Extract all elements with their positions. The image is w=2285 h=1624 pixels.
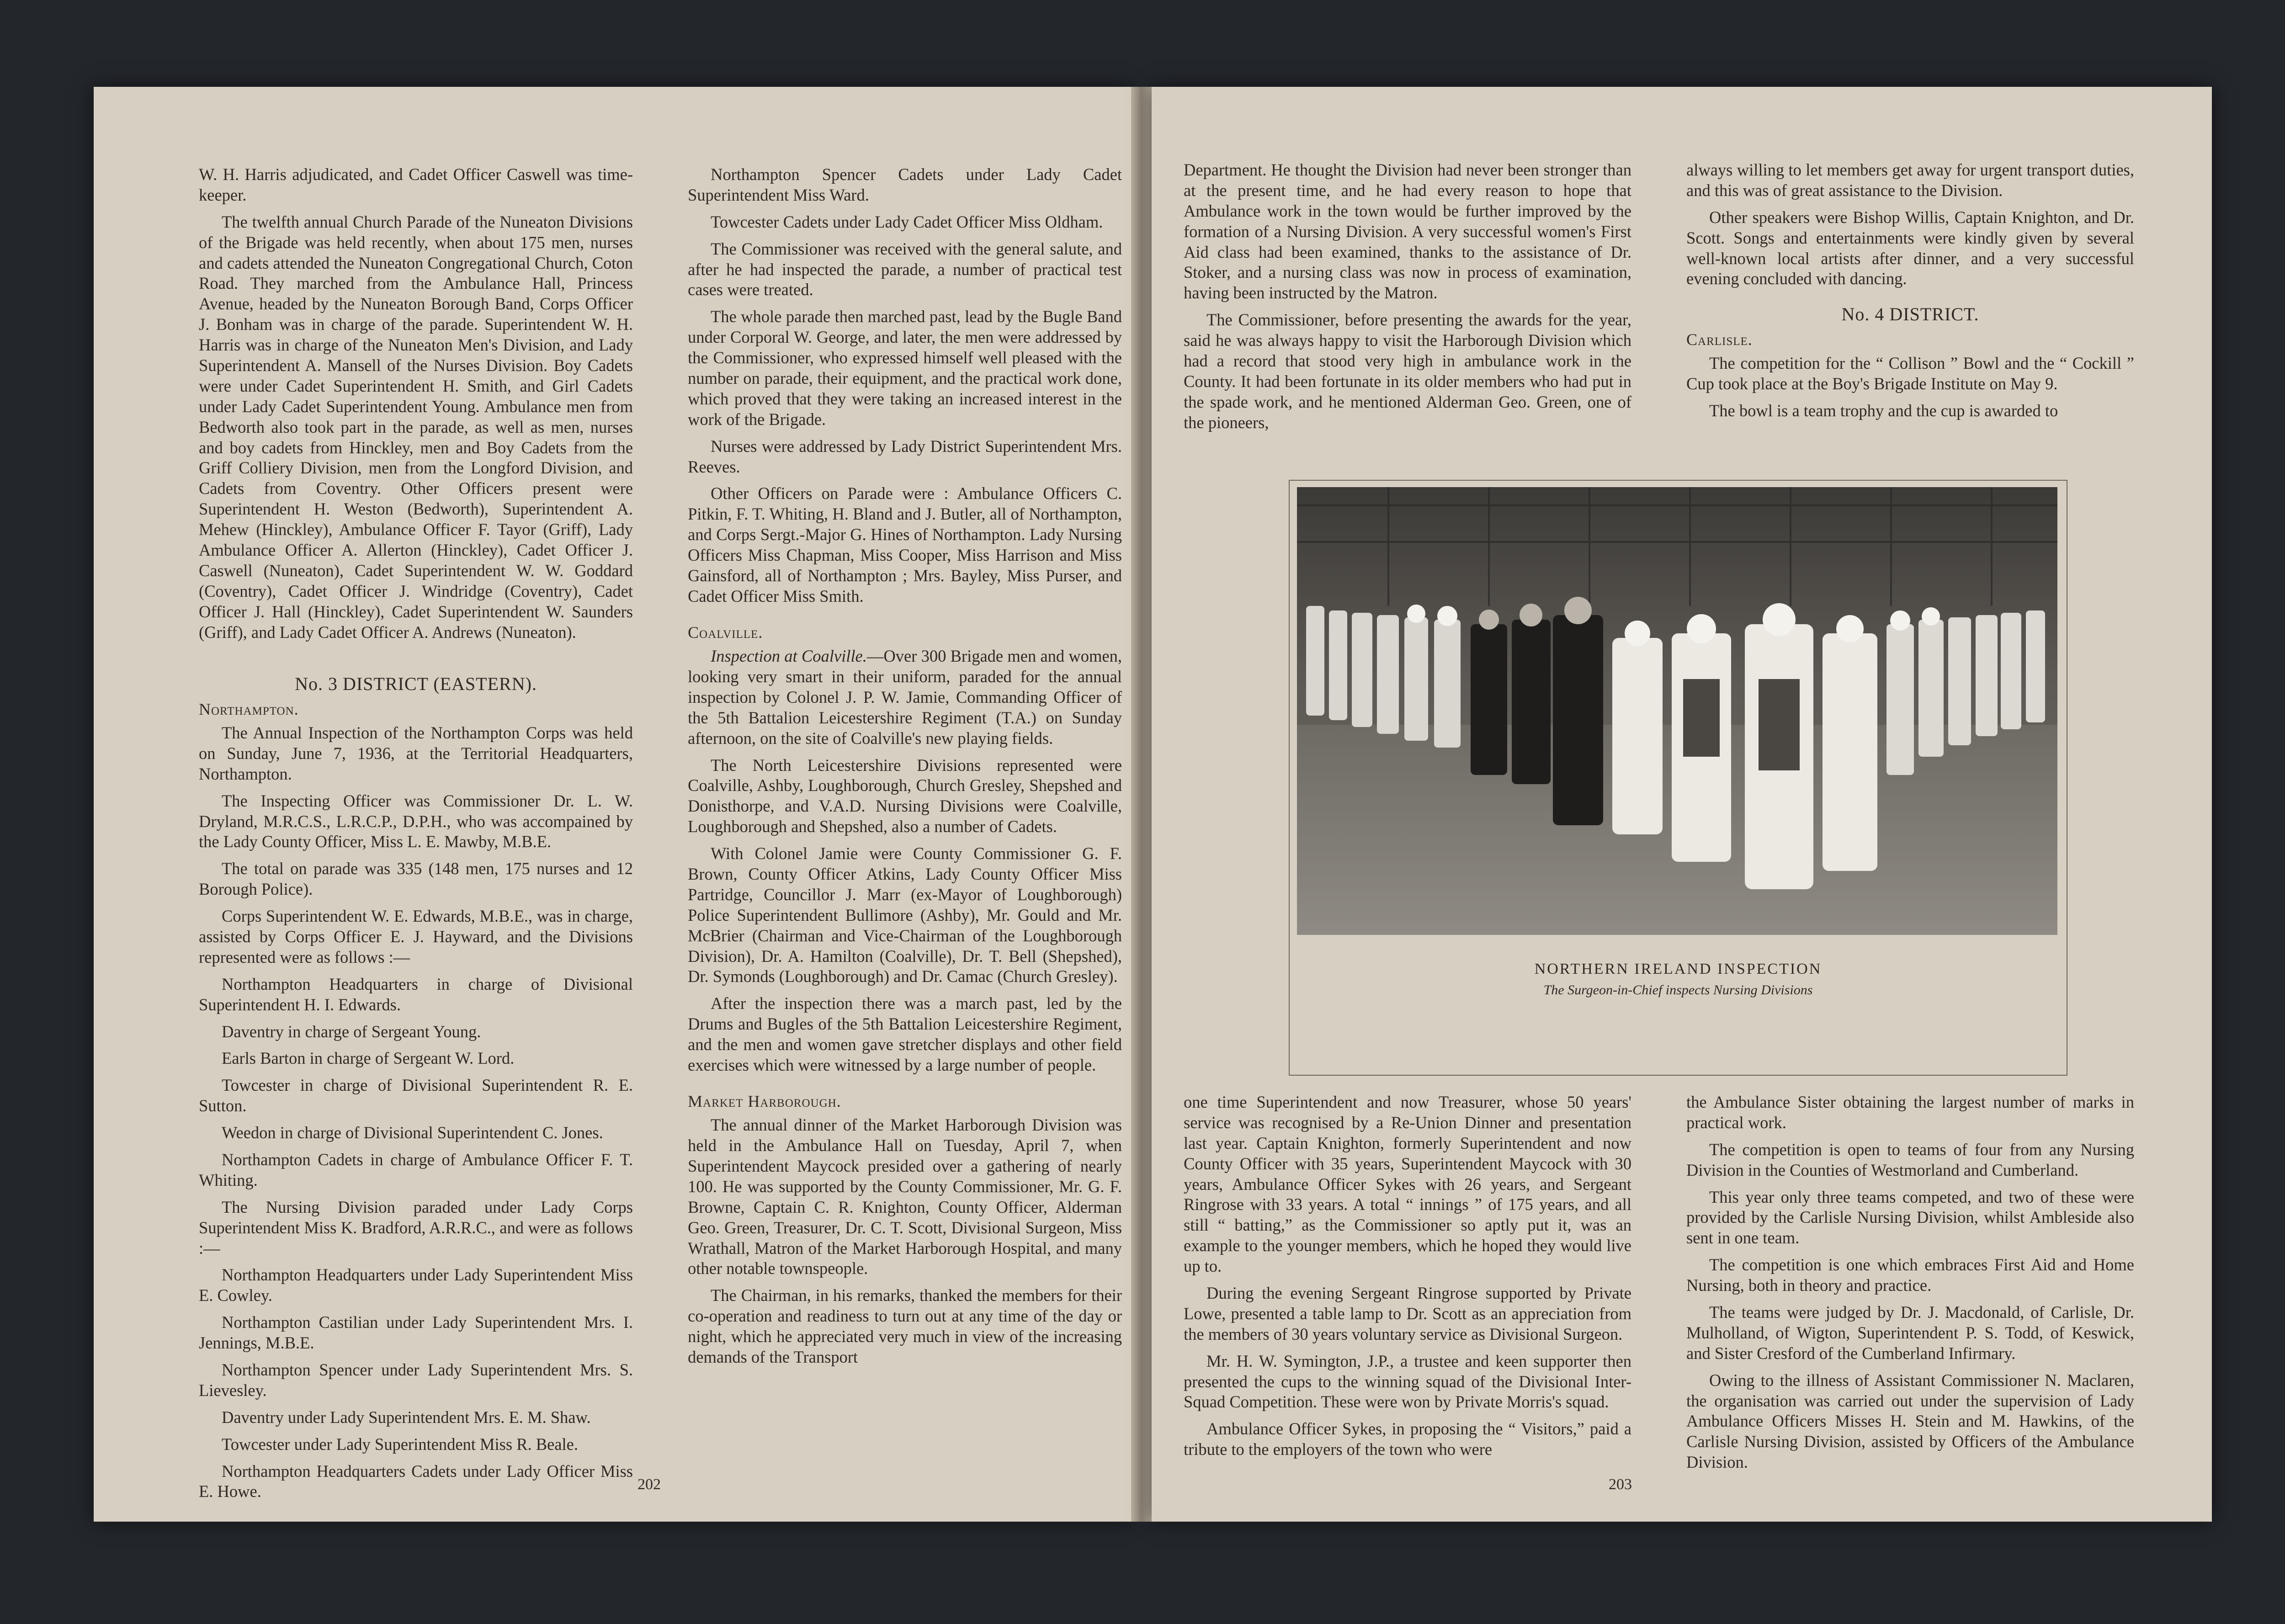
paragraph: Department. He thought the Division had never been stronger than at the present time, and he had every reason to hope that Ambulance work in the town would be further improved by the formation of a Nursing Division. A very successful women's First Aid class had been examined, thanks to the assistance of Dr. Stoker, and a nursing class was now in process of examination, having been instructed by the Matron. (1184, 160, 1631, 303)
paragraph: Northampton Spencer under Lady Superintendent Mrs. S. Lievesley. (199, 1360, 633, 1400)
paragraph: The teams were judged by Dr. J. Macdonald, of Carlisle, Dr. Mulholland, of Wigton, Superintendent P. S. Todd, of Keswick, and Sister Cresford of the Cumberland Infirmary. (1686, 1303, 2134, 1363)
paragraph: The twelfth annual Church Parade of the Nuneaton Divisions of the Brigade was held recently, when about 175 men, nurses and cadets attended the Nuneaton Congregational Church, Coton Road. They marched from the Ambulance Hall, Princess Avenue, headed by the Nuneaton Borough Band, Corps Officer J. Bonham was in charge of the parade. Superintendent W. H. Harris was in charge of the Nuneaton Men's Division, and Lady Superintendent A. Mansell of the Nurses Division. Boy Cadets were under Cadet Superintendent H. Smith, and Girl Cadets under Lady Cadet Superintendent Young. Ambulance men from Bedworth also took part in the parade, as well as men, nurses and boy cadets from Hinckley, men and Boy Cadets from the Griff Colliery Division, men from the Longford Division, and Cadets from Coventry. Other Officers present were Superintendent H. Weston (Bedworth), Superintendent A. Mehew (Hinckley), Ambulance Officer F. Tayor (Griff), Lady Ambulance Officer A. Allerton (Hinckley), Cadet Officer J. Caswell (Nuneaton), Cadet Superintendent W. W. Goddard (Coventry), Cadet Officer J. Windridge (Coventry), Cadet Officer J. Hall (Hinckley), Cadet Superintendent W. Saunders (Griff), and Lady Cadet Officer A. Andrews (Nuneaton). (199, 212, 633, 642)
paragraph-body: —Over 300 Brigade men and women, looking very smart in their uniform, paraded for the annual inspection by Colonel J. P. W. Jamie, Commanding Officer of the 5th Battalion Leicestershire Regiment (T.A.) on Sunday afternoon, on the site of Coalville's new playing fields. (688, 647, 1122, 748)
photo-caption (1290, 961, 2067, 998)
paragraph: The Inspecting Officer was Commissioner Dr. L. W. Dryland, M.R.C.S., L.R.C.P., D.P.H., who was accompained by the Lady County Officer, Miss L. E. Mawby, M.B.E. (199, 791, 633, 851)
paragraph: Daventry in charge of Sergeant Young. (222, 1022, 481, 1041)
paragraph: Daventry under Lady Superintendent Mrs. E. M. Shaw. (222, 1407, 591, 1427)
right-column-2 (1686, 160, 2134, 427)
caption-subtitle: The Surgeon-in-Chief inspects Nursing Divisions (1543, 982, 1813, 998)
paragraph: The whole parade then marched past, lead by the Bugle Band under Corporal W. George, and later, the men were addressed by the Commissioner, who expressed himself well pleased with the number on parade, their equipment, and the practical work done, which proved that they were taking an increased interest in the work of the Brigade. (688, 307, 1122, 429)
left-column-2 (688, 165, 1122, 1374)
subsection-heading: Carlisle. (1686, 330, 1753, 349)
right-page (1152, 87, 2212, 1522)
paragraph: The bowl is a team trophy and the cup is awarded to (1709, 401, 2058, 420)
photo-figure (1289, 480, 2067, 1076)
paragraph: This year only three teams competed, and two of these were provided by the Carlisle Nursing Division, whilst Ambleside also sent in one team. (1686, 1187, 2134, 1247)
paragraph: The North Leicestershire Divisions represented were Coalville, Ashby, Loughborough, Church Gresley, Shepshed and Donisthorpe, and V.A.D. Nursing Divisions were Coalville, Loughborough and Shepshed, also a number of Cadets. (688, 755, 1122, 836)
paragraph: The Chairman, in his remarks, thanked the members for their co-operation and readiness to turn out at any time of the day or night, which he appreciated very much in view of the increasing demands of the Transport (688, 1286, 1122, 1366)
right-column-4 (1686, 1092, 2134, 1479)
section-heading: No. 4 DISTRICT. (1841, 304, 1979, 325)
paragraph: Northampton Spencer Cadets under Lady Cadet Superintendent Miss Ward. (688, 165, 1122, 204)
paragraph: Weedon in charge of Divisional Superintendent C. Jones. (222, 1123, 603, 1142)
paragraph: Other speakers were Bishop Willis, Captain Knighton, and Dr. Scott. Songs and entertainments were kindly given by several well-known local artists after dinner, and a very successful evening concluded with dancing. (1686, 207, 2134, 288)
paragraph: During the evening Sergeant Ringrose supported by Private Lowe, presented a table lamp to Dr. Scott as an appreciation from the members of 30 years voluntary service as Divisional Surgeon. (1184, 1284, 1631, 1343)
subsection-heading: Coalville. (688, 623, 763, 642)
paragraph: Northampton Cadets in charge of Ambulance Officer F. T. Whiting. (199, 1150, 633, 1189)
paragraph: Towcester under Lady Superintendent Miss R. Beale. (222, 1434, 578, 1454)
paragraph: Northampton Headquarters Cadets under Lady Officer Miss E. Howe. (199, 1461, 633, 1501)
page-number: 202 (638, 1476, 661, 1493)
paragraph: Nurses were addressed by Lady District Superintendent Mrs. Reeves. (688, 436, 1122, 476)
paragraph: With Colonel Jamie were County Commissioner G. F. Brown, County Officer Atkins, Lady County Officer Miss Partridge, Councillor J. Marr (ex-Mayor of Loughborough) Police Superintendent Bullimore (Ashby), Mr. Gould and Mr. McBrier (Chairman and Vice-Chairman of the Loughborough Division), Dr. A. Hamilton (Coalville), Dr. T. Bell (Shepshed), Dr. Symonds (Loughborough) and Dr. Camac (Church Gresley). (688, 844, 1122, 986)
paragraph: Northampton Headquarters under Lady Superintendent Miss E. Cowley. (199, 1265, 633, 1305)
paragraph-lead: Inspection at Coalville. (711, 647, 867, 666)
caption-title: NORTHERN IRELAND INSPECTION (1534, 961, 1822, 977)
paragraph: Corps Superintendent W. E. Edwards, M.B.E., was in charge, assisted by Corps Officer E. J. Hayward, and the Divisions represented were as follows :— (199, 907, 633, 966)
paragraph: The Commissioner was received with the general salute, and after he had inspected the parade, a number of practical test cases were treated. (688, 239, 1122, 299)
paragraph: The Annual Inspection of the Northampton Corps was held on Sunday, June 7, 1936, at the Territorial Headquarters, Northampton. (199, 723, 633, 783)
right-column-3 (1184, 1092, 1631, 1466)
page-number: 203 (1609, 1476, 1632, 1493)
paragraph: always willing to let members get away for urgent transport duties, and this was of great assistance to the Division. (1686, 160, 2134, 200)
paragraph: W. H. Harris adjudicated, and Cadet Officer Caswell was time-keeper. (199, 165, 633, 204)
paragraph: Earls Barton in charge of Sergeant W. Lord. (222, 1049, 515, 1068)
paragraph: The Nursing Division paraded under Lady Corps Superintendent Miss K. Bradford, A.R.R.C., and were as follows :— (199, 1197, 633, 1258)
inspection-photo-illustration (1297, 487, 2057, 935)
paragraph: Mr. H. W. Symington, J.P., a trustee and keen supporter then presented the cups to the winning squad of the Divisional Inter-Squad Competition. These were won by Private Morris's squad. (1184, 1351, 1631, 1412)
left-column-1 (199, 165, 633, 1508)
paragraph: Ambulance Officer Sykes, in proposing the “ Visitors,” paid a tribute to the employers of the town who were (1184, 1419, 1631, 1459)
paragraph: one time Superintendent and now Treasurer, whose 50 years' service was recognised by a Re-Union Dinner and presentation last year. Captain Knighton, formerly Superintendent and now County Officer with 35 years, Superintendent Maycock with 30 years, Ambulance Officer Sykes with 26 years, and Sergeant Ringrose with 33 years. A total “ innings ” of 175 years, and all still “ batting,” as the Commissioner so aptly put it, was an example to the younger members, which he hoped they would live up to. (1184, 1093, 1631, 1276)
left-page (94, 87, 1131, 1522)
paragraph: The Commissioner, before presenting the awards for the year, said he was always happy to visit the Harborough Division which had a record that stood very high in ambulance work in the County. It had been fortunate in its older members who had put in the spade work, and he mentioned Alderman Geo. Green, one of the pioneers, (1184, 310, 1631, 432)
paragraph: The total on parade was 335 (148 men, 175 nurses and 12 Borough Police). (199, 859, 633, 899)
paragraph: The annual dinner of the Market Harborough Division was held in the Ambulance Hall on Tuesday, April 7, when Superintendent Maycock presided over a gathering of nearly 100. He was supported by the County Commissioner, Mr. G. F. Browne, Captain C. R. Knighton, County Officer, Alderman Geo. Green, Treasurer, Dr. C. T. Scott, Divisional Surgeon, Miss Wrathall, Matron of the Market Harborough Hospital, and many other notable townspeople. (688, 1115, 1122, 1278)
paragraph: Northampton Castilian under Lady Superintendent Mrs. I. Jennings, M.B.E. (199, 1313, 633, 1353)
subsection-heading: Market Harborough. (688, 1092, 841, 1110)
paragraph: Towcester Cadets under Lady Cadet Officer Miss Oldham. (711, 212, 1103, 231)
inspection-photo (1297, 487, 2057, 935)
paragraph: The competition is open to teams of four from any Nursing Division in the Counties of Westmorland and Cumberland. (1686, 1140, 2134, 1179)
paragraph: the Ambulance Sister obtaining the largest number of marks in practical work. (1686, 1093, 2134, 1132)
paragraph (688, 646, 1122, 748)
page-gutter (1131, 87, 1152, 1522)
paragraph: Other Officers on Parade were : Ambulance Officers C. Pitkin, F. T. Whiting, H. Bland and J. Butler, all of Northampton, and Corps Sergt.-Major G. Hines of Northampton. Lady Nursing Officers Miss Chapman, Miss Cooper, Miss Harrison and Miss Gainsford, all of Northampton ; Mrs. Bayley, Miss Purser, and Cadet Officer Miss Smith. (688, 484, 1122, 605)
paragraph: After the inspection there was a march past, led by the Drums and Bugles of the 5th Battalion Leicestershire Regiment, and the men and women gave stretcher displays and other field exercises which were witnessed by a large number of people. (688, 994, 1122, 1074)
right-column-1 (1184, 160, 1631, 440)
paragraph: The competition for the “ Collison ” Bowl and the “ Cockill ” Cup took place at the Boy's Brigade Institute on May 9. (1686, 353, 2134, 393)
section-heading: No. 3 DISTRICT (EASTERN). (295, 674, 537, 695)
paragraph: Northampton Headquarters in charge of Divisional Superintendent H. I. Edwards. (199, 974, 633, 1014)
paragraph: The competition is one which embraces First Aid and Home Nursing, both in theory and practice. (1686, 1255, 2134, 1295)
paragraph: Towcester in charge of Divisional Superintendent R. E. Sutton. (199, 1076, 633, 1115)
subsection-heading: Northampton. (199, 700, 299, 718)
paragraph: Owing to the illness of Assistant Commissioner N. Maclaren, the organisation was carried out under the supervision of Lady Ambulance Officers Misses H. Stein and M. Hawkins, of the Carlisle Nursing Division, assisted by Officers of the Ambulance Division. (1686, 1370, 2134, 1472)
